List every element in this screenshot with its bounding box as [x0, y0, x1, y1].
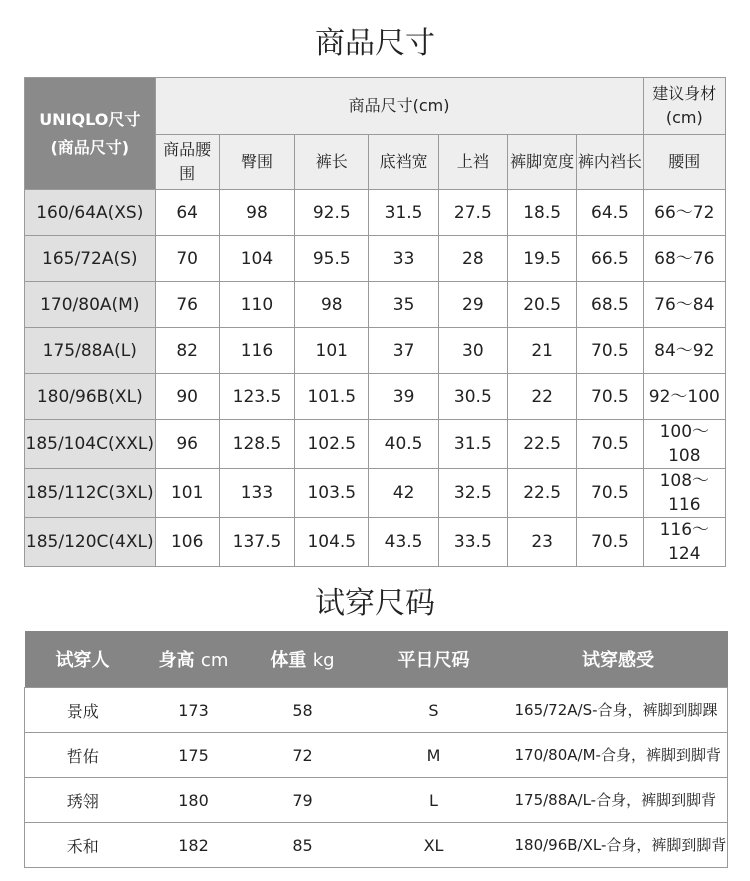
size-row-label: 185/120C(4XL): [25, 518, 156, 567]
trial-header-weight: 体重 kg: [247, 631, 359, 688]
size-cell: 70.5: [577, 328, 643, 374]
size-row: [25, 420, 726, 469]
size-cell: 40.5: [369, 420, 438, 469]
size-cell: 70.5: [577, 469, 643, 518]
group-header-product-size: 商品尺寸(cm): [155, 78, 643, 135]
size-cell: 123.5: [219, 374, 294, 420]
trial-name: 禾和: [25, 823, 141, 868]
size-cell: 30.5: [438, 374, 507, 420]
size-row-label: 180/96B(XL): [25, 374, 156, 420]
size-cell: 116～124: [643, 518, 725, 567]
trial-name: 琇翎: [25, 778, 141, 823]
trial-name: 景成: [25, 688, 141, 733]
trial-size: L: [359, 778, 509, 823]
trial-size: M: [359, 733, 509, 778]
trial-fit-table: [24, 631, 728, 868]
size-row-label: 185/104C(XXL): [25, 420, 156, 469]
trial-weight: 85: [247, 823, 359, 868]
trial-size: S: [359, 688, 509, 733]
size-cell: 33: [369, 236, 438, 282]
trial-header-usual-size: 平日尺码: [359, 631, 509, 688]
trial-size: XL: [359, 823, 509, 868]
size-column-header: 裤脚宽度: [508, 135, 577, 190]
size-cell: 92.5: [295, 190, 369, 236]
size-cell: 32.5: [438, 469, 507, 518]
size-cell: 84～92: [643, 328, 725, 374]
size-row: [25, 236, 726, 282]
size-row: [25, 374, 726, 420]
size-cell: 33.5: [438, 518, 507, 567]
size-row-label: 165/72A(S): [25, 236, 156, 282]
size-cell: 30: [438, 328, 507, 374]
size-column-header: 裤长: [295, 135, 369, 190]
trial-row: [25, 688, 728, 733]
size-cell: 90: [155, 374, 219, 420]
size-cell: 95.5: [295, 236, 369, 282]
size-cell: 21: [508, 328, 577, 374]
size-cell: 92～100: [643, 374, 725, 420]
size-cell: 66～72: [643, 190, 725, 236]
size-column-header: 上裆: [438, 135, 507, 190]
size-cell: 42: [369, 469, 438, 518]
size-row-label: 170/80A(M): [25, 282, 156, 328]
corner-label-line1: UNIQLO尺寸: [39, 109, 141, 129]
size-cell: 37: [369, 328, 438, 374]
group-header-recommend: 建议身材(cm): [643, 78, 725, 135]
size-cell: 22.5: [508, 420, 577, 469]
size-cell: 31.5: [438, 420, 507, 469]
trial-header-person: 试穿人: [25, 631, 141, 688]
size-cell: 103.5: [295, 469, 369, 518]
size-row: [25, 328, 726, 374]
size-cell: 104.5: [295, 518, 369, 567]
trial-row: [25, 733, 728, 778]
size-column-header: 腰围: [643, 135, 725, 190]
size-cell: 106: [155, 518, 219, 567]
size-cell: 22.5: [508, 469, 577, 518]
size-cell: 35: [369, 282, 438, 328]
trial-feeling: 170/80A/M-合身，裤脚到脚背: [509, 733, 728, 778]
size-column-header: 臀围: [219, 135, 294, 190]
size-cell: 76～84: [643, 282, 725, 328]
size-cell: 102.5: [295, 420, 369, 469]
trial-height: 175: [141, 733, 247, 778]
size-cell: 19.5: [508, 236, 577, 282]
size-cell: 101: [155, 469, 219, 518]
corner-label-line2: (商品尺寸): [50, 137, 130, 157]
size-cell: 70.5: [577, 518, 643, 567]
size-cell: 128.5: [219, 420, 294, 469]
size-cell: 116: [219, 328, 294, 374]
trial-weight: 58: [247, 688, 359, 733]
size-cell: 104: [219, 236, 294, 282]
size-cell: 76: [155, 282, 219, 328]
size-cell: 28: [438, 236, 507, 282]
size-corner-header: [25, 78, 156, 190]
trial-name: 哲佑: [25, 733, 141, 778]
trial-weight: 72: [247, 733, 359, 778]
size-cell: 137.5: [219, 518, 294, 567]
trial-height: 182: [141, 823, 247, 868]
trial-height: 173: [141, 688, 247, 733]
size-row-label: 175/88A(L): [25, 328, 156, 374]
size-cell: 108～116: [643, 469, 725, 518]
size-cell: 68.5: [577, 282, 643, 328]
size-cell: 39: [369, 374, 438, 420]
size-cell: 31.5: [369, 190, 438, 236]
trial-feeling: 165/72A/S-合身，裤脚到脚踝: [509, 688, 728, 733]
size-cell: 100～108: [643, 420, 725, 469]
trial-header-row: [25, 631, 728, 688]
size-cell: 98: [295, 282, 369, 328]
size-cell: 20.5: [508, 282, 577, 328]
size-cell: 70.5: [577, 420, 643, 469]
size-chart-table: [24, 77, 726, 567]
trial-weight: 79: [247, 778, 359, 823]
size-row: [25, 190, 726, 236]
size-cell: 98: [219, 190, 294, 236]
trial-feeling: 175/88A/L-合身，裤脚到脚背: [509, 778, 728, 823]
size-chart-title: 商品尺寸: [315, 26, 435, 61]
size-cell: 68～76: [643, 236, 725, 282]
trial-height: 180: [141, 778, 247, 823]
size-column-header: 底裆宽: [369, 135, 438, 190]
size-cell: 66.5: [577, 236, 643, 282]
size-row: [25, 282, 726, 328]
size-cell: 133: [219, 469, 294, 518]
size-cell: 101.5: [295, 374, 369, 420]
size-row: [25, 469, 726, 518]
size-cell: 70: [155, 236, 219, 282]
size-column-header: 商品腰围: [155, 135, 219, 190]
size-cell: 22: [508, 374, 577, 420]
size-column-header: 裤内裆长: [577, 135, 643, 190]
size-cell: 27.5: [438, 190, 507, 236]
size-cell: 101: [295, 328, 369, 374]
size-row: [25, 518, 726, 567]
size-cell: 43.5: [369, 518, 438, 567]
size-row-label: 160/64A(XS): [25, 190, 156, 236]
trial-row: [25, 823, 728, 868]
size-cell: 110: [219, 282, 294, 328]
trial-header-height: 身高 cm: [141, 631, 247, 688]
size-cell: 18.5: [508, 190, 577, 236]
size-header-row-group: [25, 78, 726, 135]
trial-row: [25, 778, 728, 823]
size-cell: 70.5: [577, 374, 643, 420]
trial-feeling: 180/96B/XL-合身，裤脚到脚背: [509, 823, 728, 868]
trial-header-feeling: 试穿感受: [509, 631, 728, 688]
size-cell: 23: [508, 518, 577, 567]
size-cell: 96: [155, 420, 219, 469]
size-cell: 29: [438, 282, 507, 328]
size-cell: 64: [155, 190, 219, 236]
size-cell: 82: [155, 328, 219, 374]
trial-section-title: 试穿尺码: [315, 586, 435, 621]
size-cell: 64.5: [577, 190, 643, 236]
size-row-label: 185/112C(3XL): [25, 469, 156, 518]
